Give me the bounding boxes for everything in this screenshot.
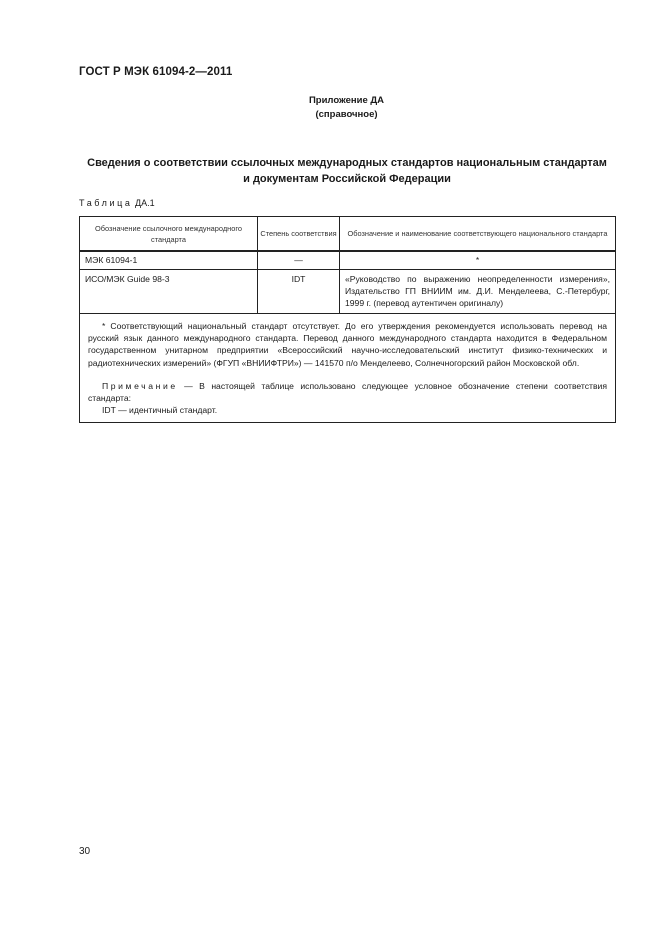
table-footer (80, 314, 616, 423)
document-title (79, 155, 615, 187)
table-row (80, 270, 616, 314)
annex-heading (0, 94, 661, 122)
table-row (80, 251, 616, 270)
header-international-standard: Обозначение ссылочного международного стандарта (80, 217, 258, 252)
note-label: Примечание (102, 380, 178, 391)
standard-header: ГОСТ Р МЭК 61094-2—2011 (79, 66, 233, 78)
note-text: — В настоящей таблице использовано следующее условное обозначение степени соответствия стандарта: (88, 380, 607, 404)
header-national-standard: Обозначение и наименование соответствующего национального стандарта (340, 217, 616, 252)
cell-degree: IDT (258, 270, 340, 314)
table-footer-row (80, 314, 616, 423)
annex-title: Приложение ДА (308, 95, 385, 106)
cell-national-standard: «Руководство по выражению неопределенности измерения», Издательство ГП ВНИИМ им. Д.И. Менделеева, С.-Петербург, 1999 г. (перевод аутентичен оригиналу) (340, 270, 616, 314)
header-degree-of-correspondence: Степень соответствия (258, 217, 340, 252)
cell-national-standard: * (340, 251, 616, 270)
correspondence-table (79, 216, 616, 423)
title-line-2: и документам Российской Федерации (243, 173, 451, 185)
page-number: 30 (79, 846, 91, 857)
table-footnote: * Соответствующий национальный стандарт отсутствует. До его утверждения рекомендуется использовать перевод на русский язык данного международного стандарта. Перевод данного международного стандарта находится в Федеральном государственном унитарном предприятии «Всероссийский научно-исследовательский институт физико-технических и радиотехнических измерений» (ФГУП «ВНИИФТРИ») — 141570 п/о Менделеево, Солнечногорский район Московской обл. (88, 321, 607, 368)
cell-international-standard: МЭК 61094-1 (80, 251, 258, 270)
title-line-1: Сведения о соответствии ссылочных международных стандартов национальным стандартам (87, 157, 607, 169)
cell-international-standard: ИСО/МЭК Guide 98-3 (80, 270, 258, 314)
note-idt-definition: IDT — идентичный стандарт. (102, 405, 218, 416)
table-label-prefix: Таблица (79, 198, 133, 208)
cell-degree: — (258, 251, 340, 270)
annex-subtitle: (справочное) (315, 109, 378, 120)
table-header-row (80, 217, 616, 252)
table-note (88, 380, 607, 404)
table-label (79, 198, 155, 208)
table-label-number: ДА.1 (135, 198, 155, 208)
